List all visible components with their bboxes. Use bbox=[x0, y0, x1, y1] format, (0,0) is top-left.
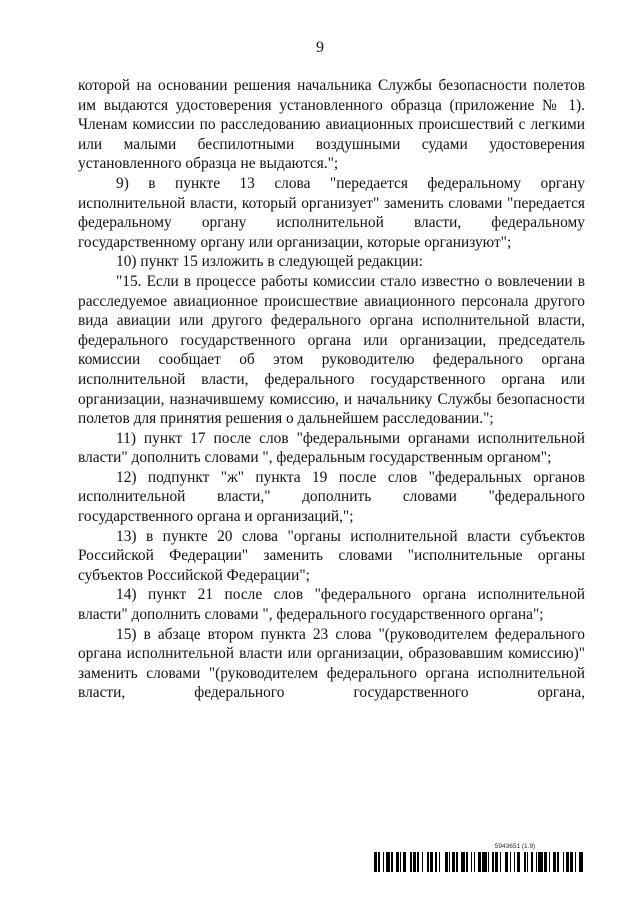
barcode-bar bbox=[583, 852, 584, 872]
paragraph: "15. Если в процессе работы комиссии стало известно о вовлечении в расследуемое авиационное происшествие авиационного персонала другого вида авиации или другого федерального органа исполнительной власти, федерального государственного органа или организации, председатель комиссии сообщает об этом руководителю федерального органа исполнительной власти, федерального государственного органа или организации, назначившему комиссию, и начальнику Службы безопасности полетов для принятия решения о дальнейшем расследовании."; bbox=[78, 272, 585, 428]
paragraph: 11) пункт 17 после слов "федеральными органами исполнительной власти" дополнить словами ", федеральным государственным органом"; bbox=[78, 429, 585, 467]
paragraph: 9) в пункте 13 слова "передается федеральному органу исполнительной власти, который организует" заменить словами "передается федеральному органу исполнительной власти, федеральному государственному органу или организации, которые организуют"; bbox=[78, 174, 585, 251]
paragraph: которой на основании решения начальника Службы безопасности полетов им выдаются удостоверения установленного образца (приложение № 1). Членам комиссии по расследованию авиационных происшествий с легкими или малыми беспилотными воздушными судами удостоверения установленного образца не выдаются."; bbox=[78, 77, 585, 173]
paragraph: 14) пункт 21 после слов "федерального органа исполнительной власти" дополнить словами ", федерального государственного органа"; bbox=[78, 586, 585, 624]
paragraph: 12) подпункт "ж" пункта 19 после слов "федеральных органов исполнительной власти," дополнить словами "федерального государственного органа и организаций,"; bbox=[78, 468, 585, 526]
paragraph: 10) пункт 15 изложить в следующей редакции: bbox=[116, 253, 423, 271]
document-body bbox=[78, 76, 585, 703]
barcode-label: 5943651 (1.9) bbox=[494, 843, 536, 850]
paragraph: 15) в абзаце втором пункта 23 слова "(руководителем федерального органа исполнительной власти или организации, образовавшим комиссию)" заменить словами "(руководителем федерального органа исполнительной власти, федерального государственного органа, bbox=[78, 625, 585, 702]
paragraph: 13) в пункте 20 слова "органы исполнительной власти субъектов Российской Федерации" заменить словами "исполнительные органы субъектов Российской Федерации"; bbox=[78, 527, 585, 584]
page-number: 9 bbox=[316, 39, 324, 56]
barcode bbox=[374, 852, 586, 872]
